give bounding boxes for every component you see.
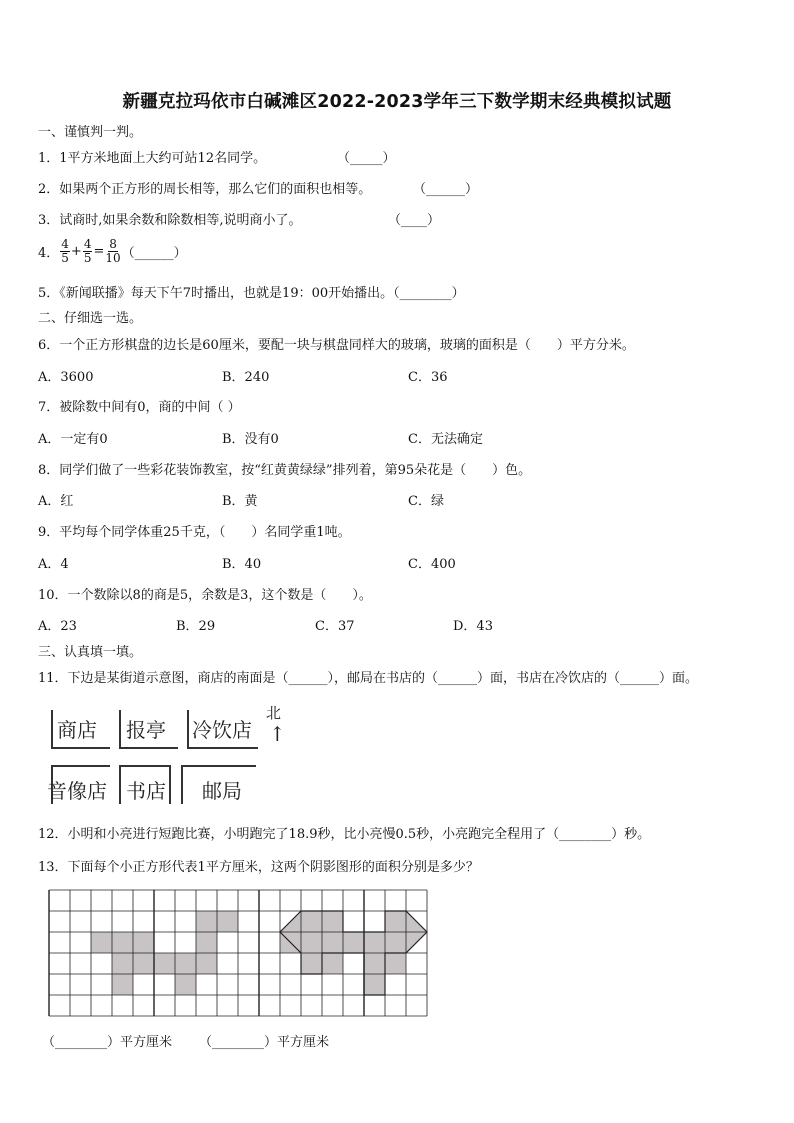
option-9b[interactable]: B．40 — [222, 557, 262, 572]
page-title: 新疆克拉玛依市白碱滩区2022-2023学年三下数学期末经典模拟试题 — [122, 92, 672, 112]
option-10d[interactable]: D．43 — [453, 619, 493, 634]
question-11: 11．下边是某街道示意图，商店的南面是（______），邮局在书店的（______）面，书店在冷饮店的（______）面。 — [38, 671, 699, 686]
left-shape-cell — [91, 932, 112, 953]
left-shape-cell — [154, 953, 175, 974]
grid-svg — [48, 889, 428, 1017]
question-8: 8．同学们做了一些彩花装饰教室，按“红黄黄绿绿”排列着，第95朵花是（ ）色。 — [38, 463, 532, 478]
question-5: 5．《新闻联播》每天下午7时播出，也就是19：00开始播出。（________） — [38, 286, 465, 301]
section-heading-choice: 二、仔细选一选。 — [38, 311, 143, 326]
right-shape-cell — [301, 911, 322, 932]
left-shape-cell — [133, 932, 154, 953]
street-label-kiosk: 报亭 — [126, 718, 166, 742]
north-label: 北 — [266, 704, 282, 722]
left-shape-cell — [112, 932, 133, 953]
question-12: 12．小明和小亮进行短跑比赛，小明跑完了18.9秒，比小亮慢0.5秒，小亮跑完全程用了（________）秒。 — [38, 827, 651, 842]
right-shape-cell — [322, 911, 343, 932]
question-3-blank[interactable]: （____） — [388, 213, 441, 228]
option-9c[interactable]: C．400 — [408, 557, 456, 572]
option-10a[interactable]: A．23 — [38, 619, 77, 634]
question-6: 6．一个正方形棋盘的边长是60厘米，要配一块与棋盘同样大的玻璃，玻璃的面积是（ ）平方分米。 — [38, 338, 635, 353]
question-10: 10．一个数除以8的商是5，余数是3，这个数是（ ）。 — [38, 588, 372, 603]
fraction-eight-tenths: $\frac{8}{10}$ — [105, 237, 121, 265]
left-shape-cell — [196, 953, 217, 974]
option-7b[interactable]: B．没有0 — [222, 432, 279, 447]
left-shape-cell — [133, 953, 154, 974]
left-shape-cell — [112, 953, 133, 974]
left-shape-cell — [196, 911, 217, 932]
right-shape-cell — [364, 953, 385, 974]
area-grid — [48, 889, 428, 1021]
question-7: 7．被除数中间有0，商的中间（ ） — [38, 400, 241, 415]
option-7a[interactable]: A．一定有0 — [38, 432, 108, 447]
left-shape-cell — [196, 932, 217, 953]
question-13: 13．下面每个小正方形代表1平方厘米，这两个阴影图形的面积分别是多少？ — [38, 860, 479, 875]
option-6c[interactable]: C．36 — [408, 370, 448, 385]
option-9a[interactable]: A．4 — [38, 557, 69, 572]
question-4-number: 4． — [38, 246, 60, 261]
answer-blank-2[interactable]: （________）平方厘米 — [199, 1035, 330, 1050]
option-8a[interactable]: A．红 — [38, 494, 74, 509]
right-shape-cell — [301, 953, 322, 974]
equals-sign: = — [93, 244, 105, 259]
right-shape-cell — [385, 953, 406, 974]
left-shape-cell — [112, 974, 133, 995]
question-4-blank[interactable]: （______） — [121, 246, 187, 261]
question-1-blank[interactable]: （_____） — [337, 151, 396, 166]
question-9: 9．平均每个同学体重25千克，（ ）名同学重1吨。 — [38, 525, 351, 540]
option-7c[interactable]: C．无法确定 — [408, 432, 483, 447]
right-shape-cell — [343, 932, 364, 953]
right-shape-cell — [364, 974, 385, 995]
left-shape-cell — [217, 911, 238, 932]
right-shape-cell — [301, 932, 322, 953]
question-3: 3．试商时,如果余数和除数相等,说明商小了。 — [38, 213, 302, 228]
option-10b[interactable]: B．29 — [176, 619, 216, 634]
left-shape-cell — [175, 953, 196, 974]
right-shape-cell — [322, 932, 343, 953]
section-heading-fill: 三、认真填一填。 — [38, 645, 143, 660]
street-label-video-store: 音像店 — [47, 779, 107, 803]
street-label-post-office: 邮局 — [202, 779, 242, 803]
left-shape-cell — [175, 974, 196, 995]
right-shape-cell — [385, 932, 406, 953]
question-4 — [38, 238, 187, 265]
street-label-cold-drink: 冷饮店 — [192, 718, 252, 742]
north-arrow-icon: ↑ — [269, 722, 286, 746]
question-2-blank[interactable]: （______） — [413, 182, 479, 197]
option-8b[interactable]: B．黄 — [222, 494, 258, 509]
right-shape-cell — [364, 932, 385, 953]
fraction-four-fifths-2: $\frac{4}{5}$ — [83, 237, 92, 265]
street-label-bookstore: 书店 — [126, 779, 166, 803]
answer-blank-1[interactable]: （________）平方厘米 — [42, 1035, 173, 1050]
option-6b[interactable]: B．240 — [222, 370, 270, 385]
fraction-four-fifths: $\frac{4}{5}$ — [61, 237, 69, 265]
option-6a[interactable]: A．3600 — [38, 370, 94, 385]
section-heading-judge: 一、谨慎判一判。 — [38, 125, 143, 140]
right-shape-cell — [322, 953, 343, 974]
option-8c[interactable]: C．绿 — [408, 494, 444, 509]
question-1: 1．1平方米地面上大约可站12名同学。 — [38, 151, 267, 166]
street-label-shop: 商店 — [57, 718, 97, 742]
question-2: 2．如果两个正方形的周长相等，那么它们的面积也相等。 — [38, 182, 372, 197]
option-10c[interactable]: C．37 — [315, 619, 355, 634]
plus-sign: + — [70, 244, 82, 259]
street-map — [46, 700, 296, 810]
